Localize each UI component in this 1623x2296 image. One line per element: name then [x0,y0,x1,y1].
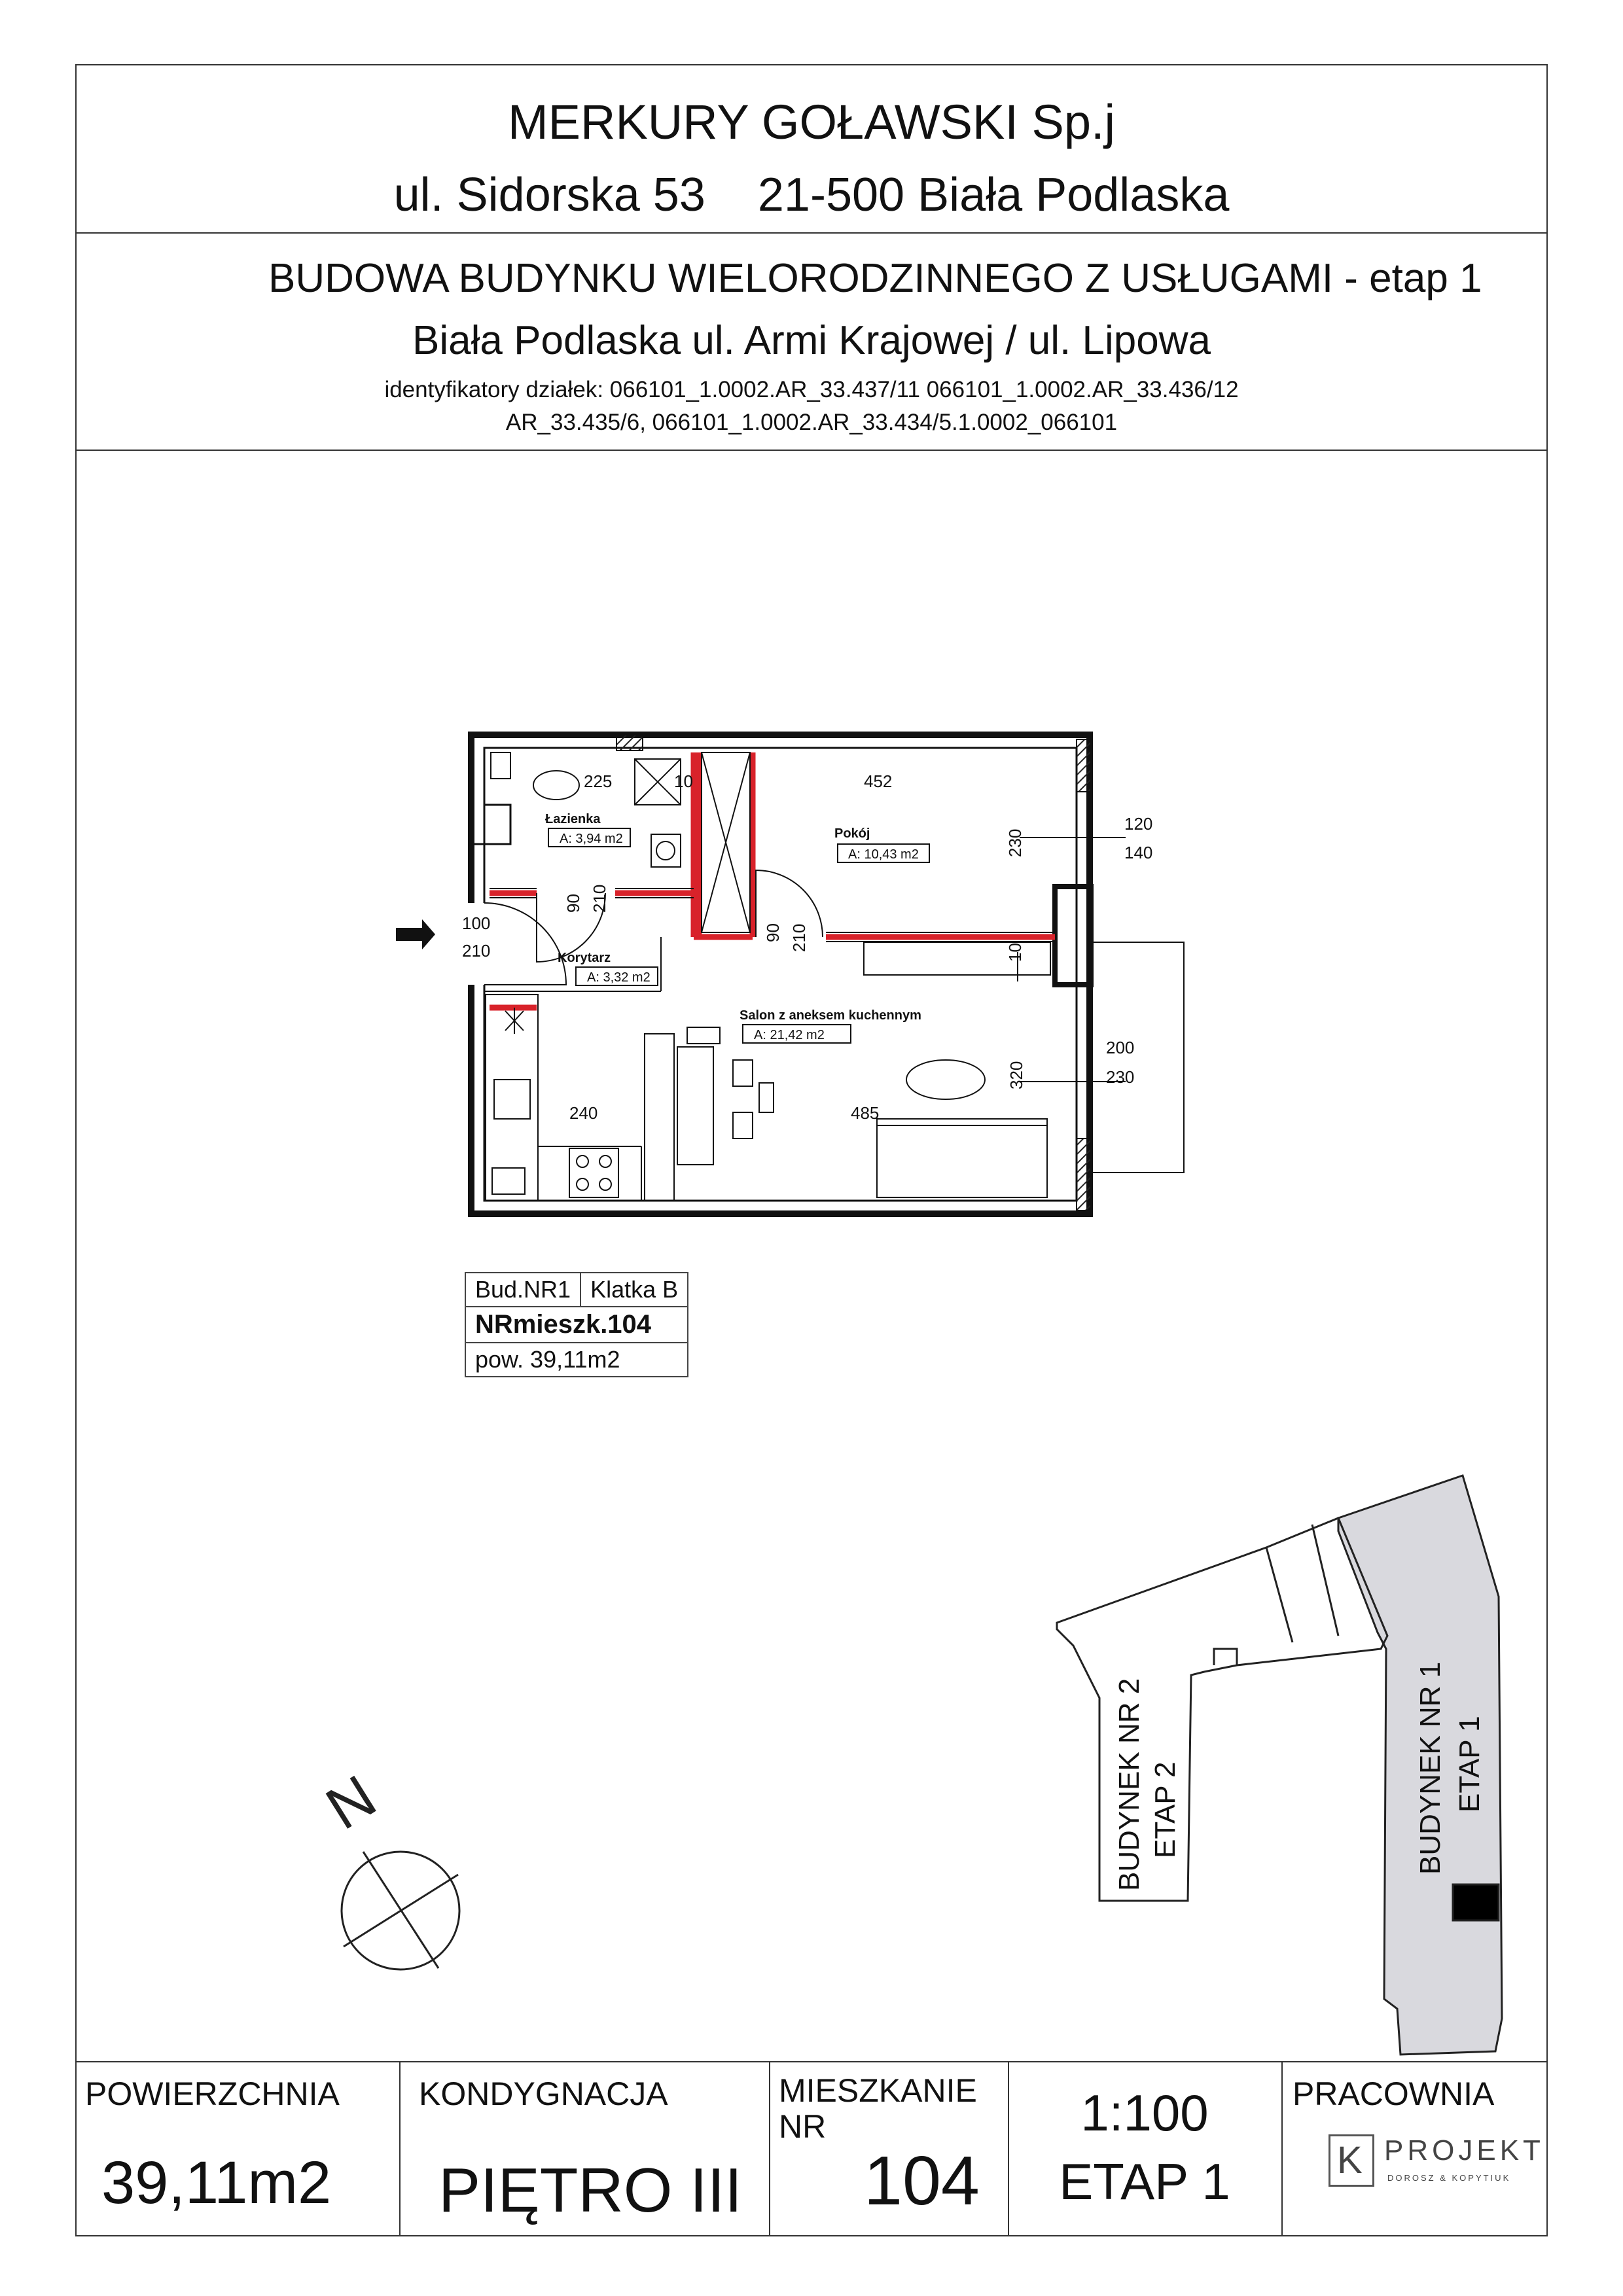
floor-value: PIĘTRO III [438,2155,743,2225]
area-label: POWIERZCHNIA [85,2075,340,2112]
dim-230-b: 230 [1106,1067,1135,1087]
dim-240: 240 [569,1103,598,1123]
parcel-ids-line2: AR_33.435/6, 066101_1.0002.AR_33.434/5.1.0002_066101 [505,410,1118,435]
apartment-number: NRmieszk.104 [465,1307,688,1343]
floor-label: KONDYGNACJA [419,2075,668,2112]
chimney-hatch [616,735,643,751]
dim-10-right: 10 [1005,943,1025,962]
footer-col-divider-1 [399,2061,401,2236]
studio-logo [1329,2134,1374,2187]
dim-210-c: 210 [462,941,491,961]
footer-col-divider-2 [769,2061,770,2236]
studio-logo-letter: K [1337,2139,1363,2181]
dim-140: 140 [1124,843,1153,862]
studio-name: PROJEKT [1384,2134,1544,2166]
scale: 1:100 [1080,2084,1209,2142]
site-b2-line1: BUDYNEK NR 2 [1113,1678,1145,1891]
dim-90-b: 90 [763,923,783,942]
apartment-number-value: 104 [864,2142,980,2219]
room-area-bathroom: A: 3,94 m2 [560,832,623,846]
dim-230-a: 230 [1005,828,1025,857]
window-pillar-bottom [1077,1139,1091,1210]
dim-90-a: 90 [563,894,583,913]
site-b1-line2: ETAP 1 [1454,1716,1486,1812]
apartment-label-2: NR [779,2108,827,2145]
compass-north-label: N [315,1762,387,1843]
dim-452: 452 [864,771,893,791]
studio-label: PRACOWNIA [1293,2075,1495,2112]
apartment-location-marker [1453,1884,1499,1920]
site-b1-line1: BUDYNEK NR 1 [1414,1661,1446,1875]
company-name: MERKURY GOŁAWSKI Sp.j [508,95,1115,149]
staircase: Klatka B [580,1273,688,1307]
apartment-info-table [465,1272,688,1377]
entrance-arrow-icon [396,919,435,949]
area-value: 39,11m2 [101,2149,332,2216]
dim-210-b: 210 [789,923,809,952]
room-name-bathroom: Łazienka [545,812,601,826]
room-area-room: A: 10,43 m2 [848,847,919,862]
stage: ETAP 1 [1059,2153,1230,2210]
apartment-area: pow. 39,11m2 [465,1343,688,1377]
room-name-room: Pokój [834,826,870,841]
dim-10-top: 10 [674,771,693,791]
dim-100: 100 [462,913,491,933]
dim-485: 485 [851,1103,880,1123]
dim-200: 200 [1106,1038,1135,1057]
compass [342,1852,459,1969]
building-2-footprint [1057,1518,1387,1901]
dim-320: 320 [1007,1061,1026,1089]
footer-col-divider-4 [1281,2061,1283,2236]
site-b2-line2: ETAP 2 [1149,1761,1181,1858]
parcel-ids-line1: identyfikatory działek: 066101_1.0002.AR_33.437/11 066101_1.0002.AR_33.436/12 [384,377,1239,402]
dim-210-a: 210 [590,884,609,913]
company-address: ul. Sidorska 53 21-500 Biała Podlaska [393,169,1230,221]
project-location: Biała Podlaska ul. Armi Krajowej / ul. Lipowa [412,318,1211,363]
room-area-living: A: 21,42 m2 [754,1028,825,1042]
room-area-corridor: A: 3,32 m2 [587,970,651,985]
building-number: Bud.NR1 [465,1273,580,1307]
project-title: BUDOWA BUDYNKU WIELORODZINNEGO Z USŁUGAMI - etap 1 [268,256,1482,301]
room-name-corridor: Korytarz [558,951,611,965]
window-pillar-mid [1055,887,1091,985]
window-pillar-top [1077,739,1091,792]
partition-walls [490,752,1055,1008]
dim-120: 120 [1124,814,1153,834]
apartment-label-1: MIESZKANIE [779,2072,977,2109]
dim-225: 225 [584,771,613,791]
studio-subtitle: DOROSZ & KOPYTIUK [1387,2173,1511,2183]
room-name-living: Salon z aneksem kuchennym [740,1008,921,1023]
balcony [1091,942,1184,1173]
